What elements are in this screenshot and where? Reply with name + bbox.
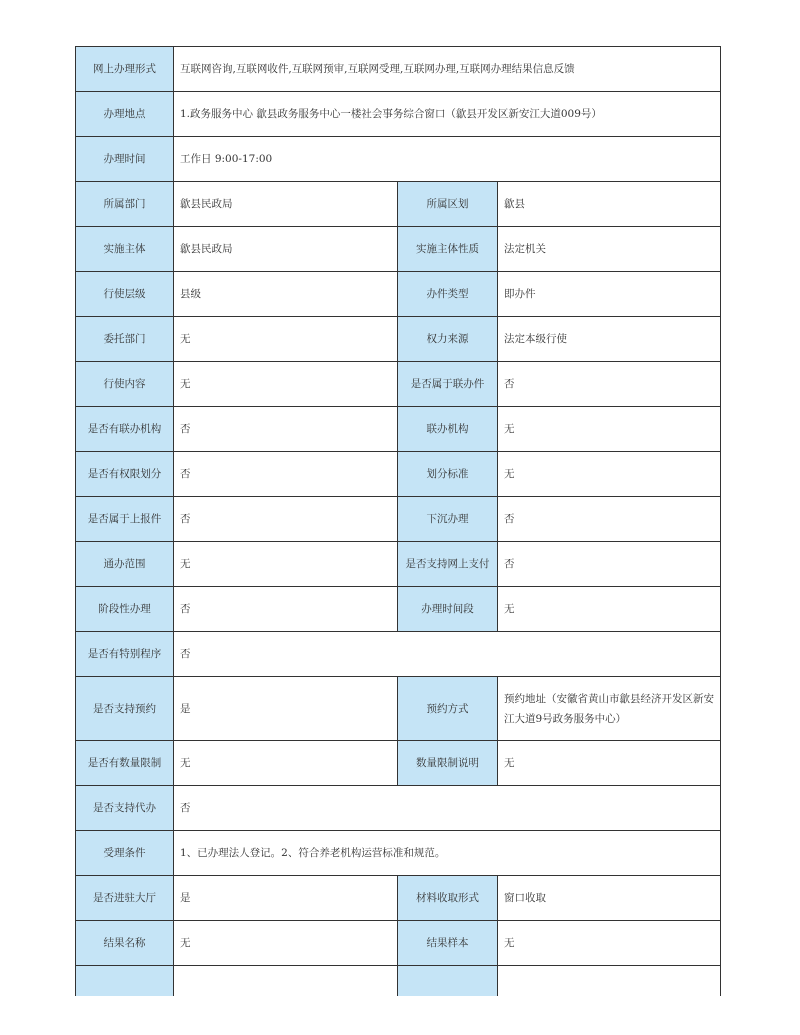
field-label: 是否有联办机构	[76, 407, 174, 452]
field-value: 工作日 9:00-17:00	[174, 137, 721, 182]
table-body	[76, 47, 721, 996]
table-row	[76, 497, 721, 542]
field-label: 受理条件	[76, 831, 174, 876]
field-label: 办理时间	[76, 137, 174, 182]
field-label: 权力来源	[398, 317, 498, 362]
field-label: 联办机构	[398, 407, 498, 452]
field-value: 无	[498, 741, 721, 786]
field-value: 无	[498, 921, 721, 966]
field-value: 是	[174, 677, 398, 741]
field-value: 否	[498, 497, 721, 542]
field-value: 否	[174, 786, 721, 831]
field-value: 无	[174, 542, 398, 587]
field-label: 网上办理形式	[76, 47, 174, 92]
field-label: 是否支持预约	[76, 677, 174, 741]
table-row	[76, 831, 721, 876]
table-row	[76, 632, 721, 677]
field-label: 是否有权限划分	[76, 452, 174, 497]
field-value: 1.政务服务中心 歙县政务服务中心一楼社会事务综合窗口（歙县开发区新安江大道009号）	[174, 92, 721, 137]
table-row	[76, 542, 721, 587]
table-row	[76, 966, 721, 996]
field-label: 行使层级	[76, 272, 174, 317]
service-info-table	[75, 46, 721, 996]
field-value: 是	[174, 876, 398, 921]
field-label: 是否属于上报件	[76, 497, 174, 542]
table-row	[76, 677, 721, 741]
field-label: 材料收取形式	[398, 876, 498, 921]
field-value: 歙县民政局	[174, 182, 398, 227]
service-info-sheet	[75, 46, 720, 996]
field-value: 窗口收取	[498, 876, 721, 921]
field-label: 委托部门	[76, 317, 174, 362]
field-label: 实施主体	[76, 227, 174, 272]
field-value: 否	[498, 362, 721, 407]
field-label	[76, 966, 174, 996]
field-value	[174, 966, 398, 996]
table-row	[76, 921, 721, 966]
field-value: 否	[174, 497, 398, 542]
table-row	[76, 741, 721, 786]
table-row	[76, 182, 721, 227]
field-value: 否	[174, 587, 398, 632]
field-value: 否	[174, 407, 398, 452]
table-row	[76, 362, 721, 407]
field-label: 办理地点	[76, 92, 174, 137]
field-value: 1、已办理法人登记。2、符合养老机构运营标准和规范。	[174, 831, 721, 876]
table-row	[76, 317, 721, 362]
table-row	[76, 786, 721, 831]
table-row	[76, 272, 721, 317]
field-value: 歙县民政局	[174, 227, 398, 272]
table-row	[76, 407, 721, 452]
field-value: 无	[498, 587, 721, 632]
field-label: 是否有特别程序	[76, 632, 174, 677]
table-row	[76, 876, 721, 921]
field-value: 歙县	[498, 182, 721, 227]
table-row	[76, 47, 721, 92]
field-value: 县级	[174, 272, 398, 317]
field-value: 预约地址（安徽省黄山市歙县经济开发区新安江大道9号政务服务中心）	[498, 677, 721, 741]
field-label: 预约方式	[398, 677, 498, 741]
table-row	[76, 452, 721, 497]
field-label: 是否支持代办	[76, 786, 174, 831]
field-value: 无	[174, 317, 398, 362]
field-label: 结果名称	[76, 921, 174, 966]
table-row	[76, 92, 721, 137]
field-label: 办理时间段	[398, 587, 498, 632]
field-value: 无	[498, 407, 721, 452]
field-label: 阶段性办理	[76, 587, 174, 632]
field-label: 是否支持网上支付	[398, 542, 498, 587]
field-value: 无	[174, 921, 398, 966]
field-value: 即办件	[498, 272, 721, 317]
field-label: 行使内容	[76, 362, 174, 407]
field-value: 法定本级行使	[498, 317, 721, 362]
field-value: 无	[174, 741, 398, 786]
field-value: 否	[498, 542, 721, 587]
field-value: 无	[174, 362, 398, 407]
field-label: 所属区划	[398, 182, 498, 227]
field-label: 划分标准	[398, 452, 498, 497]
field-value: 无	[498, 452, 721, 497]
field-value: 法定机关	[498, 227, 721, 272]
field-label: 数量限制说明	[398, 741, 498, 786]
field-label: 实施主体性质	[398, 227, 498, 272]
table-row	[76, 137, 721, 182]
field-value: 互联网咨询,互联网收件,互联网预审,互联网受理,互联网办理,互联网办理结果信息反馈	[174, 47, 721, 92]
table-row	[76, 587, 721, 632]
field-label: 是否有数量限制	[76, 741, 174, 786]
field-label: 通办范围	[76, 542, 174, 587]
field-label	[398, 966, 498, 996]
field-label: 结果样本	[398, 921, 498, 966]
table-row	[76, 227, 721, 272]
field-label: 所属部门	[76, 182, 174, 227]
field-label: 办件类型	[398, 272, 498, 317]
field-label: 是否属于联办件	[398, 362, 498, 407]
field-label: 下沉办理	[398, 497, 498, 542]
field-value: 否	[174, 632, 721, 677]
field-value	[498, 966, 721, 996]
field-label: 是否进驻大厅	[76, 876, 174, 921]
field-value: 否	[174, 452, 398, 497]
